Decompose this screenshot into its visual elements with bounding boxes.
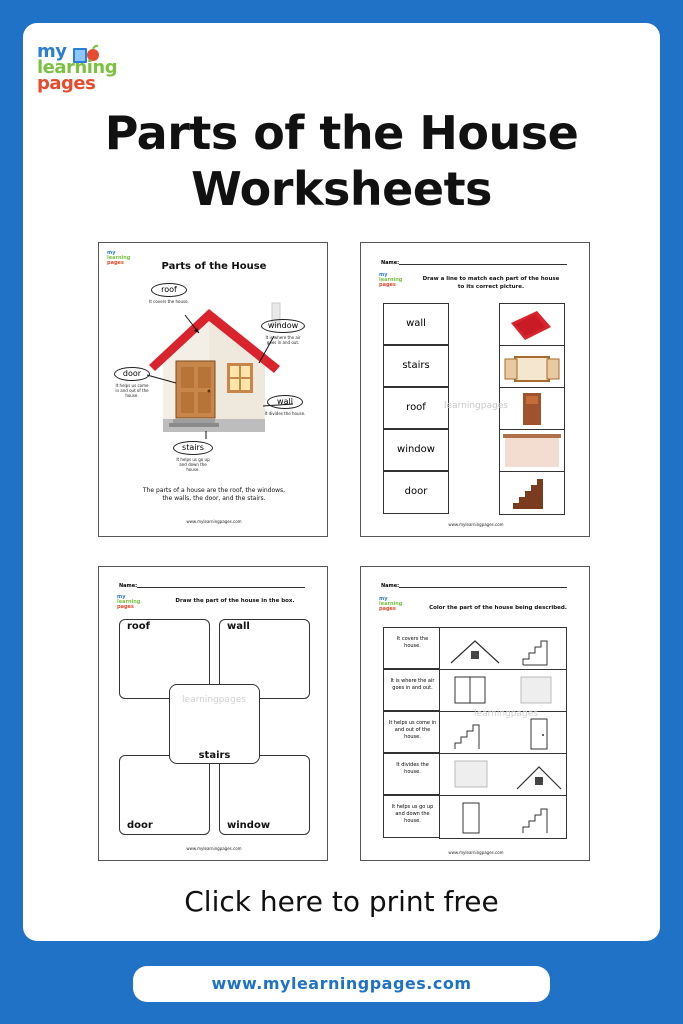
description-cell — [383, 753, 440, 795]
sheet1-title: Parts of the House — [161, 261, 267, 272]
caption-door: It helps us come in and out of the house. — [115, 383, 149, 398]
sheet4-instruction: Color the part of the house being described. — [429, 605, 567, 611]
caption-window: It is where the air goes in and out. — [265, 335, 301, 345]
worksheet-card — [23, 23, 660, 941]
sheet3-instruction: Draw the part of the house in the box. — [175, 598, 295, 604]
mini-logo: my learning pages — [107, 250, 131, 266]
description-text: It divides the house. — [396, 762, 429, 775]
print-free-link[interactable]: Click here to print free — [184, 885, 499, 918]
worksheet-preview-color[interactable] — [360, 566, 590, 861]
box-label-roof: roof — [127, 621, 151, 632]
watermark: learningpages — [444, 401, 508, 411]
name-line — [399, 587, 567, 588]
description-cell — [383, 795, 440, 838]
page-title-line1: Parts of the House — [104, 106, 579, 160]
match-word-cell[interactable] — [383, 303, 449, 345]
sheet2-footer: www.mylearningpages.com — [448, 522, 504, 527]
label-roof: roof — [151, 283, 187, 297]
name-line — [137, 587, 305, 588]
match-word: wall — [406, 318, 426, 329]
description-text: It helps us go up and down the house. — [391, 804, 434, 824]
name-label: Name: — [381, 583, 400, 589]
sheet1-summary: The parts of a house are the roof, the windows, the walls, the door, and the stairs. — [142, 487, 286, 502]
box-label-window: window — [227, 820, 271, 831]
description-text: It covers the house. — [396, 636, 429, 649]
match-word-cell[interactable] — [383, 345, 449, 387]
box-label-door: door — [127, 820, 153, 831]
brand-logo[interactable] — [37, 43, 127, 113]
worksheet-preview-matching[interactable] — [360, 242, 590, 537]
mini-logo: my learning pages — [379, 272, 403, 288]
logo-word-learning: learning — [37, 57, 118, 78]
page-title-line2: Worksheets — [191, 162, 492, 216]
match-word: window — [397, 444, 435, 455]
logo-word-pages: pages — [37, 73, 96, 94]
label-window: window — [261, 319, 305, 333]
caption-roof: It covers the house. — [149, 299, 189, 304]
watermark: learningpages — [182, 695, 246, 705]
logo-word-my: my — [37, 41, 67, 62]
watermark: learningpages — [474, 709, 538, 719]
outline-pictures — [439, 627, 567, 839]
label-door: door — [114, 367, 150, 381]
sheet3-footer: www.mylearningpages.com — [186, 846, 242, 851]
caption-wall: It divides the house. — [264, 411, 306, 416]
box-label-wall: wall — [227, 621, 250, 632]
worksheet-preview-parts-of-house[interactable] — [98, 242, 328, 537]
caption-stairs: It helps us go up and down the house. — [176, 457, 210, 472]
sheet4-footer: www.mylearningpages.com — [448, 850, 504, 855]
box-label-stairs: stairs — [198, 750, 231, 761]
description-cell — [383, 627, 440, 669]
description-cell — [383, 669, 440, 711]
mini-logo: my learning pages — [379, 596, 403, 612]
label-wall: wall — [267, 395, 303, 409]
match-word: stairs — [402, 360, 430, 371]
match-word: roof — [406, 402, 426, 413]
sheet2-instruction: Draw a line to match each part of the house to its correct picture. — [422, 276, 560, 290]
match-word-cell[interactable] — [383, 429, 449, 471]
sheet1-footer: www.mylearningpages.com — [186, 519, 242, 524]
label-stairs: stairs — [173, 441, 213, 455]
website-url[interactable]: www.mylearningpages.com — [133, 966, 550, 1002]
name-line — [399, 264, 567, 265]
name-label: Name: — [119, 583, 138, 589]
page-title — [23, 105, 660, 217]
mini-logo: my learning pages — [117, 594, 141, 610]
description-text: It is where the air goes in and out. — [390, 678, 435, 691]
match-word: door — [404, 486, 428, 497]
description-text: It helps us come in and out of the house. — [388, 720, 437, 740]
name-label: Name: — [381, 260, 400, 266]
match-word-cell[interactable] — [383, 471, 449, 514]
worksheet-preview-draw[interactable] — [98, 566, 328, 861]
